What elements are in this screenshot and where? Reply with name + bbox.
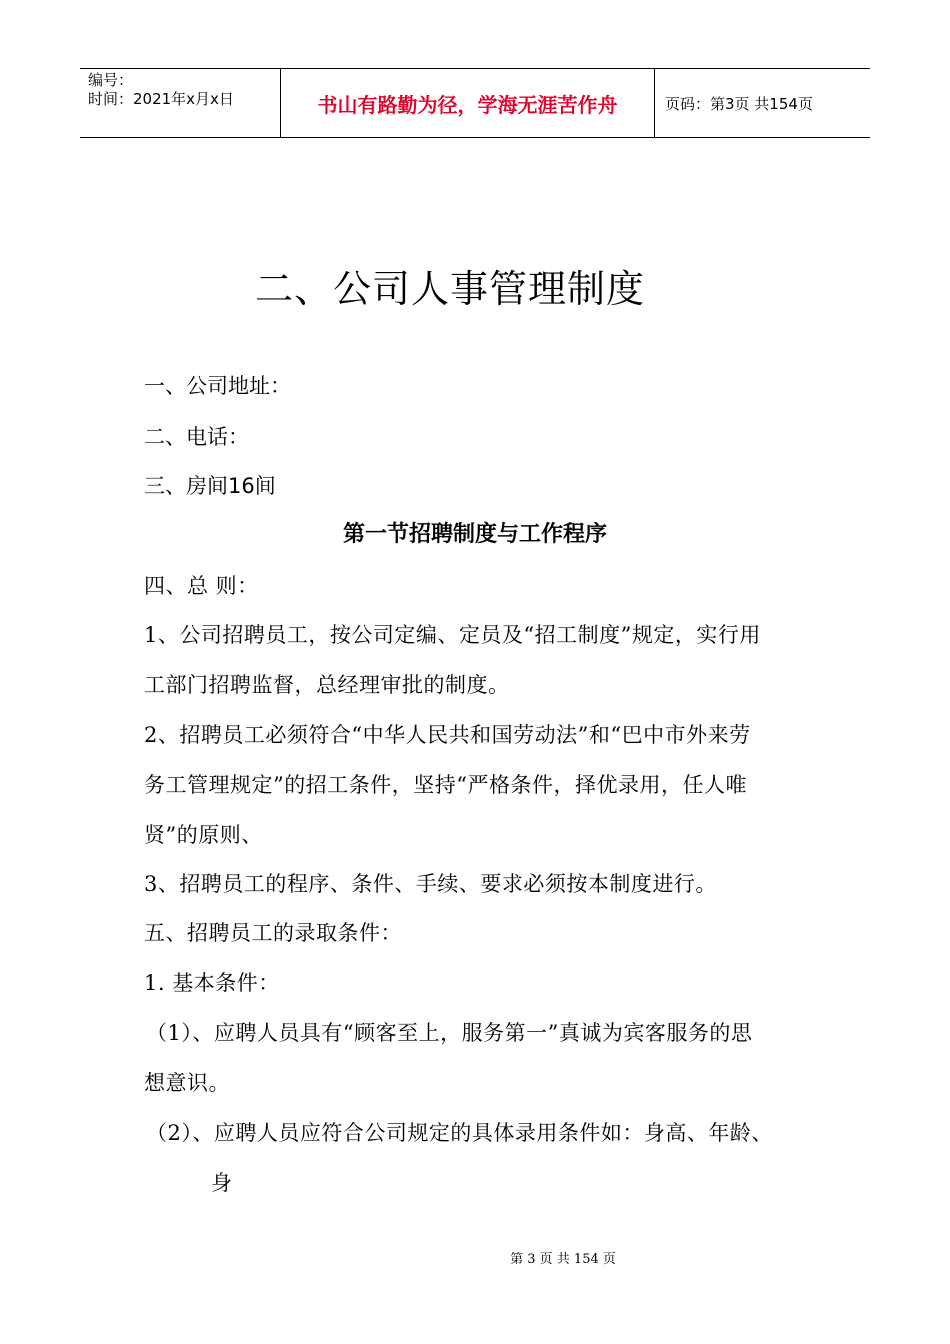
body-line: 1. 基本条件： [144,971,280,995]
header-left-cell [80,69,281,137]
number-label: 编号： [88,71,134,89]
time-label: 时间：2021年x月x日 [88,90,234,108]
header-page-info: 页码：第3页 共154页 [665,94,813,113]
body-line: （1）、应聘人员具有“顾客至上，服务第一”真诚为宾客服务的思 [146,1021,753,1045]
header-table [80,68,870,138]
body-line: 贤”的原则、 [144,823,263,847]
body-line: 工部门招聘监督，总经理审批的制度。 [144,673,510,697]
info-rooms: 三、房间16间 [144,474,276,498]
page-footer: 第 3 页 共 154 页 [510,1252,616,1267]
info-phone: 二、电话： [144,425,249,449]
body-line: 想意识。 [144,1071,230,1095]
body-line: （2）、应聘人员应符合公司规定的具体录用条件如：身高、年龄、 [146,1121,773,1145]
body-line: 四、总 则： [144,574,259,598]
body-line: 身 [211,1171,233,1195]
body-line: 3、招聘员工的程序、条件、手续、要求必须按本制度进行。 [144,872,717,896]
document-title: 二、公司人事管理制度 [254,267,645,311]
body-line: 五、招聘员工的录取条件： [144,921,402,945]
info-address: 一、公司地址： [144,374,291,398]
section-title: 第一节招聘制度与工作程序 [342,522,607,547]
header-motto: 书山有路勤为径，学海无涯苦作舟 [281,69,655,137]
body-line: 务工管理规定”的招工条件，坚持“严格条件，择优录用，任人唯 [144,773,747,797]
body-line: 2、招聘员工必须符合“中华人民共和国劳动法”和“巴中市外来劳 [144,723,751,747]
body-line: 1、公司招聘员工，按公司定编、定员及“招工制度”规定，实行用 [144,623,761,647]
